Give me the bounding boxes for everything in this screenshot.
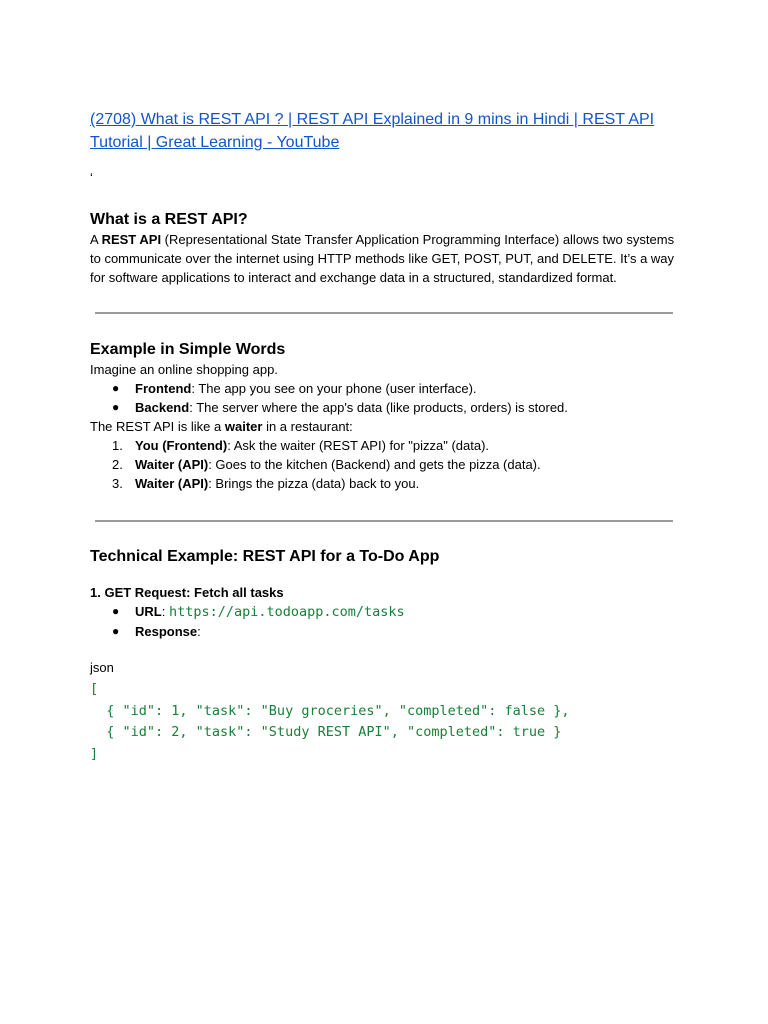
list-item-separator: : [197,624,201,639]
list-item [90,474,680,493]
horizontal-divider [95,312,673,314]
list-item-text: : Ask the waiter (REST API) for "pizza" (data). [227,438,490,453]
bullet-icon: ● [112,604,120,618]
definition-term: REST API [101,232,162,247]
step-number: 3. [112,476,123,491]
step-number: 2. [112,457,123,472]
waiter-term: waiter [224,419,263,434]
heading-simple-words: Example in Simple Words [90,341,286,358]
list-item-text: : Goes to the kitchen (Backend) and gets the pizza (data). [208,457,541,472]
quote-mark: ‘ [90,170,93,185]
waiter-steps-list [90,436,680,493]
bullet-icon: ● [112,381,120,395]
code-line: ] [90,745,99,762]
code-line: [ [90,681,99,697]
list-item-term: Frontend [135,381,192,396]
list-item-text: : The server where the app's data (like products, orders) is stored. [189,400,568,415]
rest-api-definition [90,230,680,287]
simple-intro: Imagine an online shopping app. [90,362,278,377]
horizontal-divider [95,520,673,522]
list-item-term: You (Frontend) [135,438,228,453]
list-item-separator: : [161,604,169,619]
document-content [90,108,680,765]
step-number: 1. [112,438,123,453]
json-code-block [90,679,680,765]
list-item-term: URL [135,604,162,619]
list-item [90,455,680,474]
request-details-list [90,602,680,641]
code-line: { "id": 2, "task": "Study REST API", "completed": true } [90,724,562,740]
list-item-term: Waiter (API) [135,476,209,491]
waiter-suffix: in a restaurant: [262,419,353,434]
code-language-label: json [90,660,114,675]
waiter-analogy [90,417,680,436]
code-line: { "id": 1, "task": "Buy groceries", "completed": false }, [90,702,570,719]
waiter-prefix: The REST API is like a [90,419,225,434]
heading-technical-example: Technical Example: REST API for a To-Do App [90,548,440,565]
list-item-text: : The app you see on your phone (user interface). [191,381,477,396]
definition-prefix: A [90,232,102,247]
definition-text: (Representational State Transfer Application Programming Interface) allows two systems to communicate over the internet using HTTP methods like GET, POST, PUT, and DELETE. It’s a way for software applications to interact and exchange data in a structured, standardized format. [90,232,675,285]
heading-what-is-rest-api: What is a REST API? [90,211,248,228]
list-item [90,602,680,622]
list-item [90,398,680,417]
list-item [90,436,680,455]
api-url: https://api.todoapp.com/tasks [168,604,405,620]
youtube-video-link[interactable]: (2708) What is REST API ? | REST API Explained in 9 mins in Hindi | REST API Tutorial | Great Learning - YouTube [90,111,655,151]
bullet-icon: ● [112,400,120,414]
list-item-term: Waiter (API) [135,457,209,472]
list-item-text: : Brings the pizza (data) back to you. [208,476,420,491]
list-item-term: Backend [135,400,190,415]
list-item-term: Response [135,624,198,639]
bullet-icon: ● [112,624,120,638]
frontend-backend-list [90,379,680,417]
list-item [90,379,680,398]
list-item [90,622,680,641]
subheading-get-request: 1. GET Request: Fetch all tasks [90,585,284,600]
